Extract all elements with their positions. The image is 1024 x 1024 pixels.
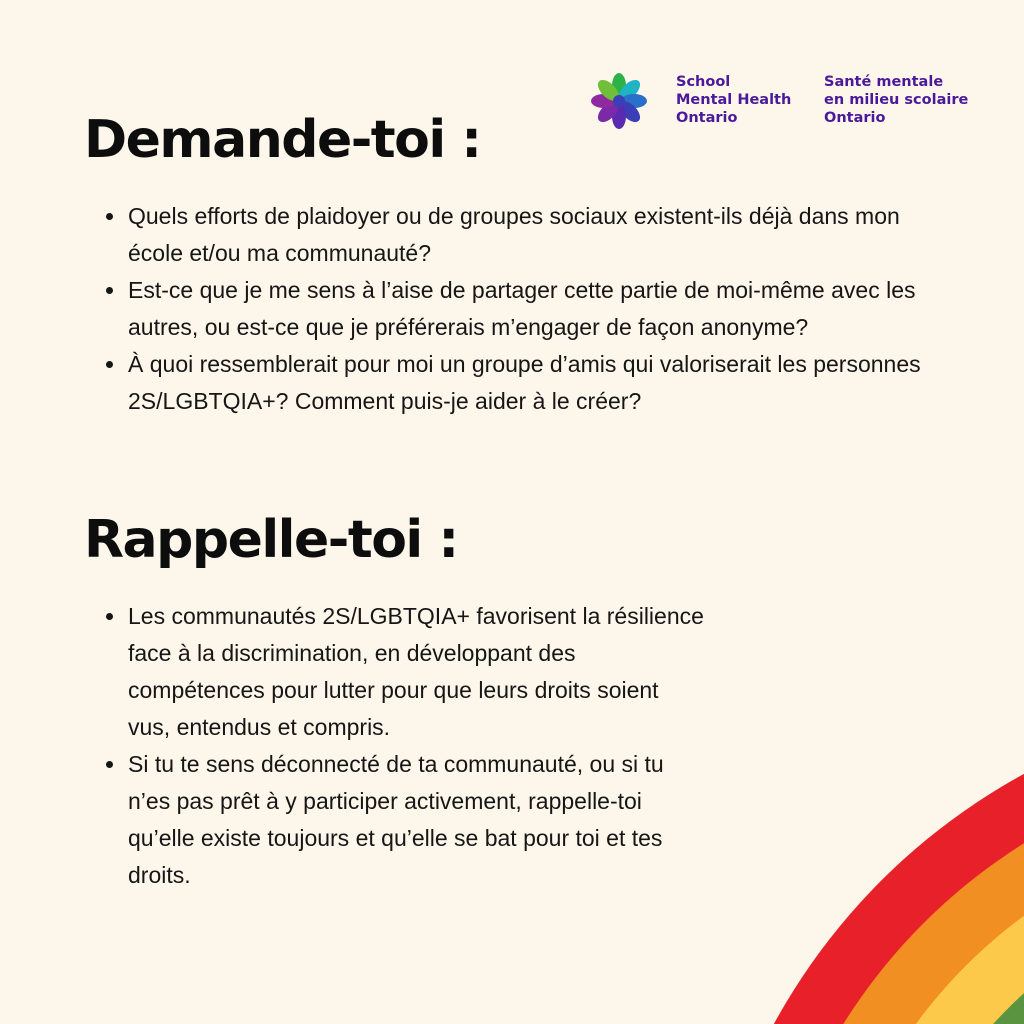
list-item: Si tu te sens déconnecté de ta communauté, ou si tu n’es pas prêt à y participer activement, rappelle-toi qu’elle existe toujours et qu’elle se bat pour toi et tes droits. xyxy=(104,746,704,894)
list-item: Les communautés 2S/LGBTQIA+ favorisent la résilience face à la discrimination, en développant des compétences pour lutter pour que leurs droits soient vus, entendus et compris. xyxy=(104,598,704,746)
brand-line: Mental Health xyxy=(676,92,792,108)
remember-list xyxy=(104,598,704,894)
list-item: Est-ce que je me sens à l’aise de partager cette partie de moi-même avec les autres, ou est-ce que je préférerais m’engager de façon anonyme? xyxy=(104,272,924,346)
brand-line: Ontario xyxy=(676,110,738,126)
brand-name-english xyxy=(676,73,791,127)
list-item: Quels efforts de plaidoyer ou de groupes sociaux existent-ils déjà dans mon école et/ou ma communauté? xyxy=(104,198,924,272)
ask-list xyxy=(104,198,924,420)
brand-line: Ontario xyxy=(824,110,886,126)
flower-logo-icon xyxy=(588,70,650,132)
brand-line: en milieu scolaire xyxy=(824,92,969,108)
ask-heading: Demande-toi : xyxy=(84,110,481,170)
brand-name-french xyxy=(824,73,968,127)
brand-line: School xyxy=(676,74,731,90)
brand-line: Santé mentale xyxy=(824,74,944,90)
list-item: À quoi ressemblerait pour moi un groupe d’amis qui valoriserait les personnes 2S/LGBTQIA+? Comment puis-je aider à le créer? xyxy=(104,346,924,420)
remember-heading: Rappelle-toi : xyxy=(84,510,458,570)
